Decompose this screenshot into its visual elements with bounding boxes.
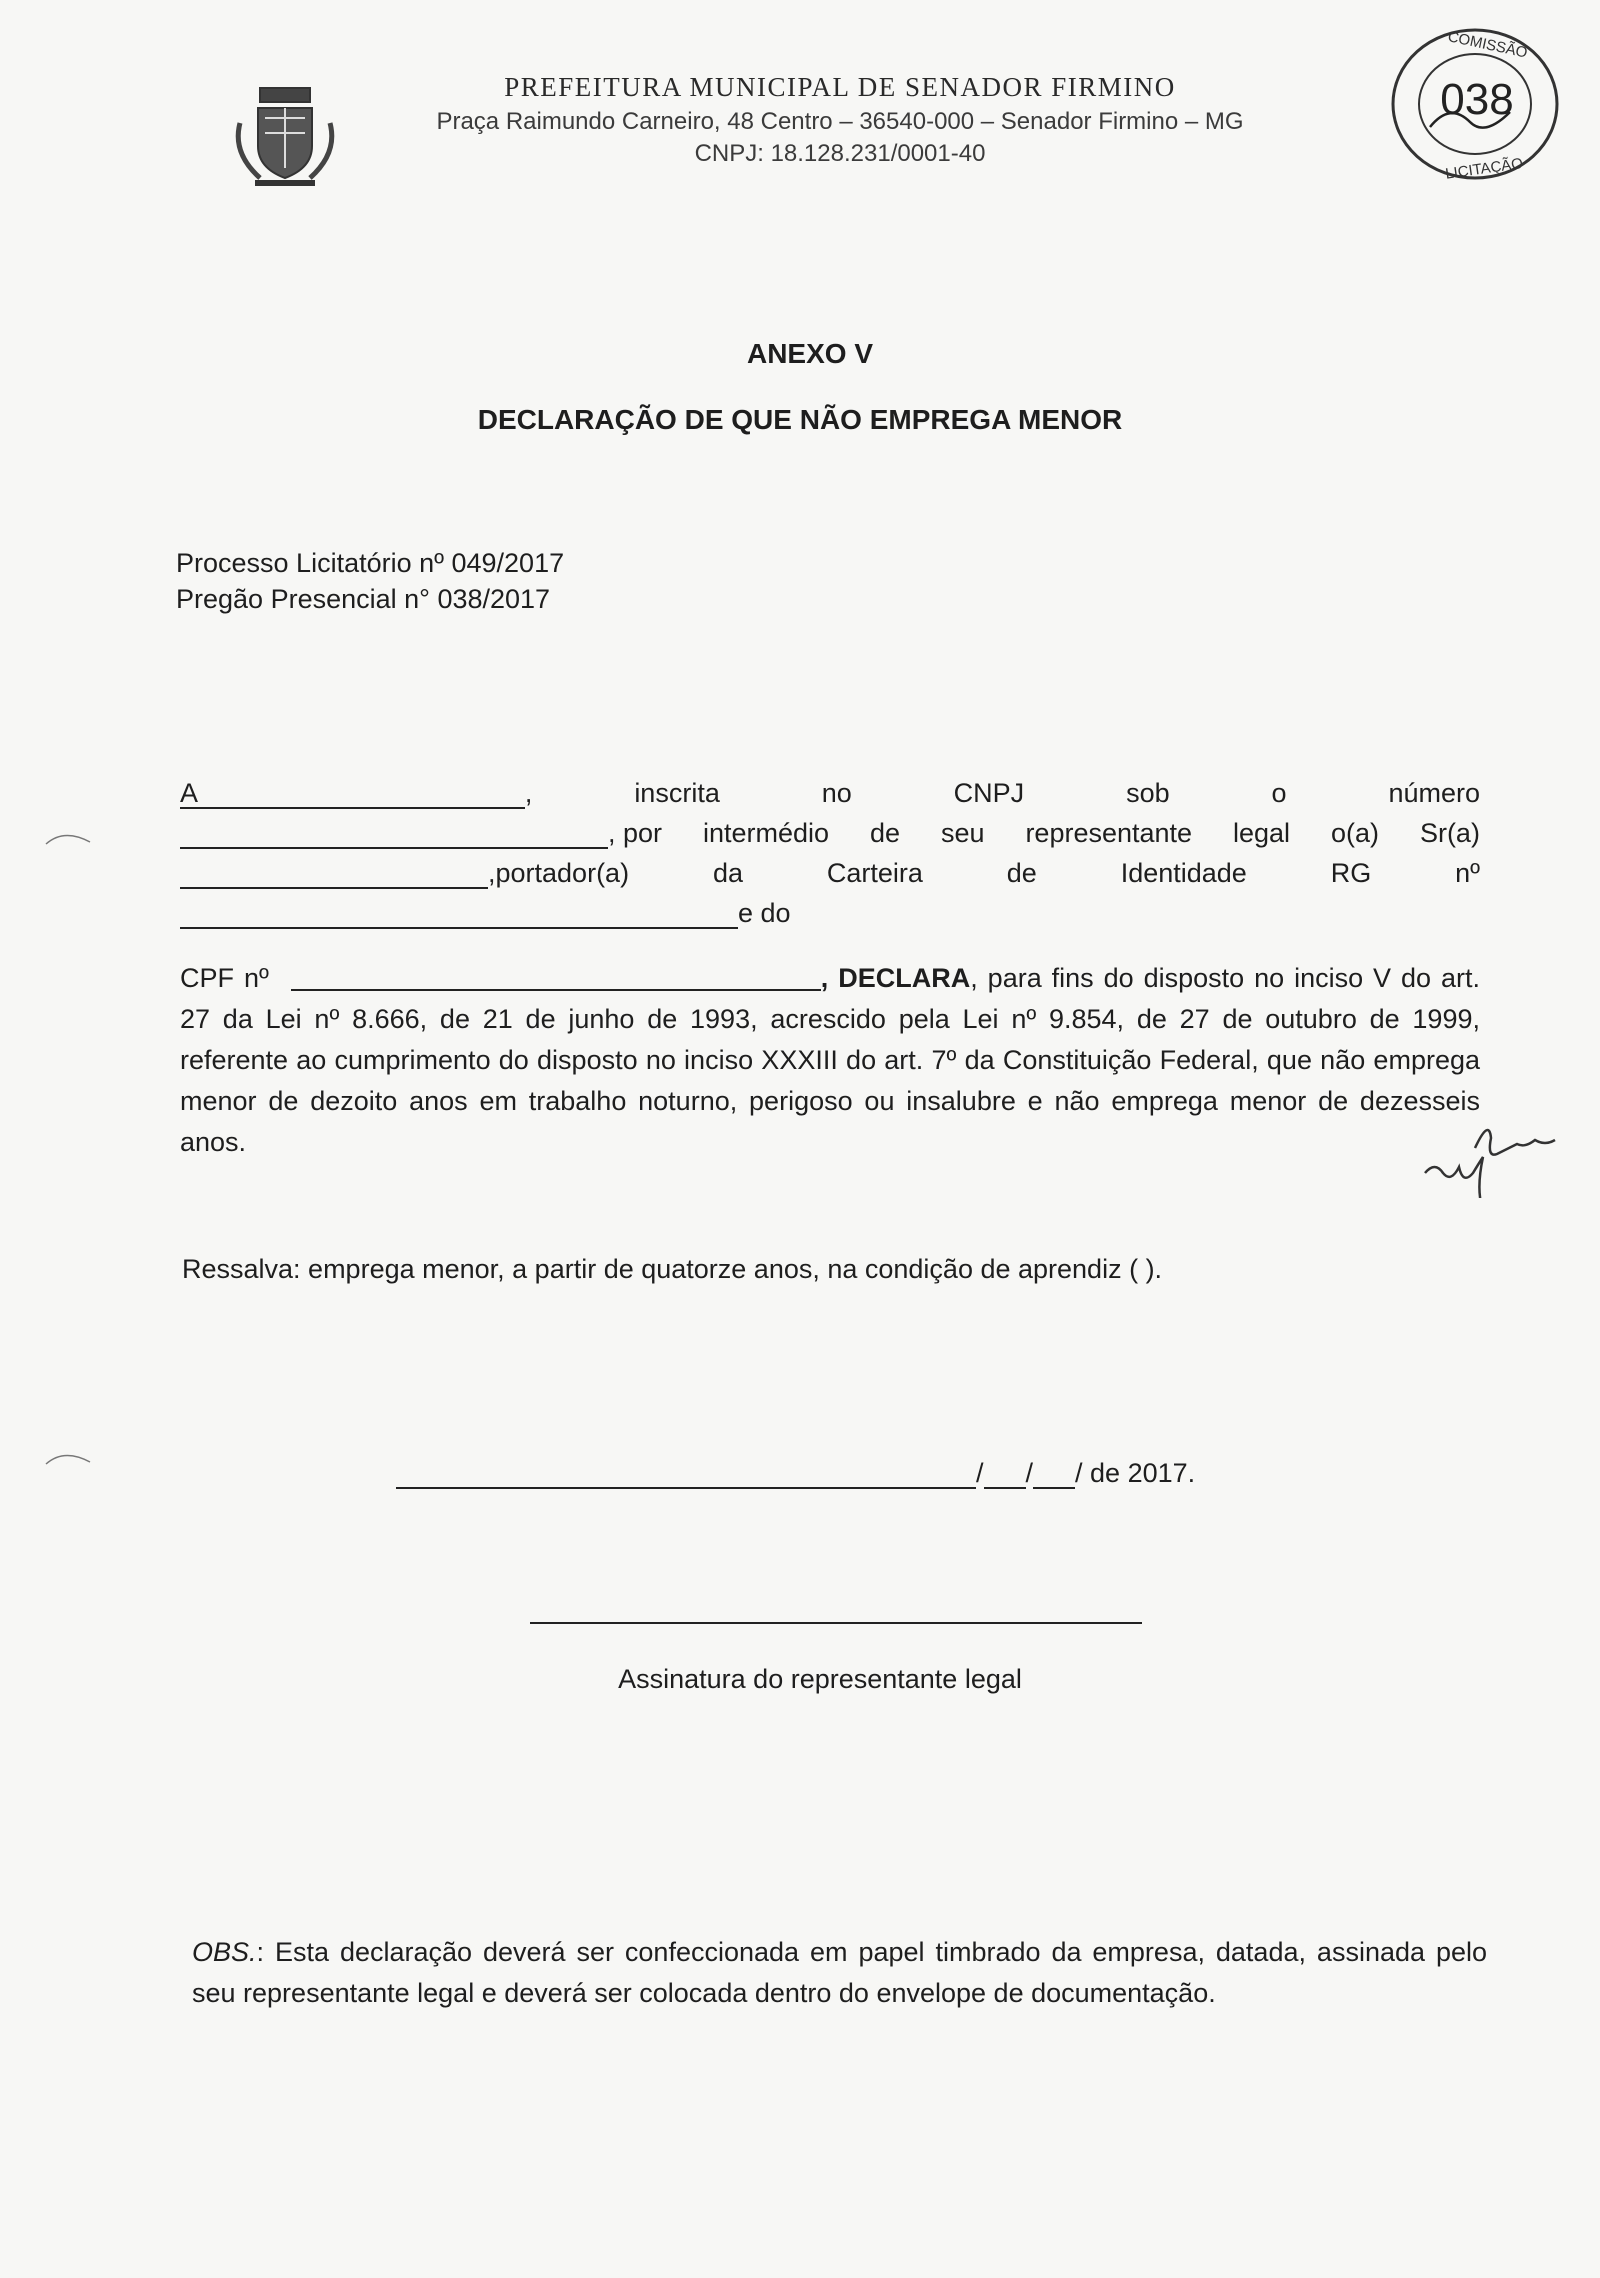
word: o <box>1271 778 1287 808</box>
comma: , <box>524 778 533 808</box>
word: e do <box>738 898 791 928</box>
pregao-number: Pregão Presencial n° 038/2017 <box>176 584 551 614</box>
rg-number-field[interactable] <box>180 903 738 929</box>
date-day-field[interactable] <box>984 1463 1026 1489</box>
company-cnpj-field[interactable] <box>180 823 608 849</box>
municipality-cnpj: CNPJ: 18.128.231/0001-40 <box>694 140 986 167</box>
date-separator: / <box>976 1458 984 1488</box>
municipality-name: PREFEITURA MUNICIPAL DE SENADOR FIRMINO <box>504 72 1176 102</box>
margin-hole-mark-icon <box>44 1448 94 1468</box>
word: legal <box>1233 818 1291 848</box>
cpf-number-field[interactable] <box>291 965 821 991</box>
representative-name-field[interactable] <box>180 863 488 889</box>
date-location-field[interactable] <box>396 1463 976 1489</box>
word: nº <box>1455 858 1480 888</box>
margin-hole-mark-icon <box>44 828 94 848</box>
word: intermédio <box>702 818 830 848</box>
date-month-field[interactable] <box>1033 1463 1075 1489</box>
date-separator: / <box>1025 1458 1034 1488</box>
word: Carteira <box>826 858 923 888</box>
word: número <box>1388 778 1480 808</box>
svg-text:COMISSÃO: COMISSÃO <box>1446 28 1529 62</box>
declaration-text: , para fins do disposto no inciso V do art. 27 da Lei nº 8.666, de 21 de junho de 1993, acrescido pela Lei nº 9.854, de 27 de outubro de 1999, referente ao cumprimento do disposto no inciso XXXIII do art. 7º da Constituição Federal, que não emprega menor de dezoito anos em trabalho noturno, perigoso ou insalubre e não emprega menor de dezesseis anos. <box>180 963 1480 1157</box>
word: de <box>1006 858 1037 888</box>
signature-label: Assinatura do representante legal <box>618 1664 1022 1694</box>
word: Sr(a) <box>1419 818 1480 848</box>
word: no <box>821 778 852 808</box>
obs-label: OBS. <box>192 1937 257 1967</box>
declaration-paragraph <box>180 958 1480 1163</box>
form-row-identity <box>180 858 1480 889</box>
word: , por <box>608 818 663 848</box>
date-line <box>396 1458 1195 1489</box>
word: ,portador(a) <box>488 858 630 888</box>
word: RG <box>1330 858 1372 888</box>
commission-stamp-icon <box>1385 22 1565 187</box>
row1-prefix: A <box>180 778 199 808</box>
document-title: DECLARAÇÃO DE QUE NÃO EMPREGA MENOR <box>477 404 1123 435</box>
company-name-field[interactable] <box>180 783 525 809</box>
observation-paragraph <box>192 1932 1487 2014</box>
word: CNPJ <box>953 778 1025 808</box>
date-year: / de 2017. <box>1075 1458 1196 1488</box>
signature-line[interactable] <box>530 1622 1142 1624</box>
obs-text: : Esta declaração deverá ser confeccionada em papel timbrado da empresa, datada, assinada pelo seu representante legal e deverá ser colocada dentro do envelope de documentação. <box>192 1937 1487 2008</box>
word: de <box>869 818 901 848</box>
initials-signature-icon <box>1420 1118 1560 1198</box>
word: sob <box>1126 778 1170 808</box>
municipality-address: Praça Raimundo Carneiro, 48 Centro – 36540-000 – Senador Firmino – MG <box>436 108 1244 135</box>
ressalva-text: Ressalva: emprega menor, a partir de quatorze anos, na condição de aprendiz ( ). <box>182 1254 1163 1284</box>
word: representante <box>1025 818 1193 848</box>
form-row-company <box>180 778 1480 809</box>
word: seu <box>940 818 985 848</box>
word: o(a) <box>1330 818 1379 848</box>
stamp-number: 038 <box>1440 75 1514 124</box>
form-row-representative <box>180 818 1480 849</box>
declara-keyword: , DECLARA <box>820 963 971 993</box>
annex-title: ANEXO V <box>746 338 874 369</box>
word: Identidade <box>1120 858 1247 888</box>
word: inscrita <box>634 778 720 808</box>
process-number: Processo Licitatório nº 049/2017 <box>176 548 565 578</box>
process-info <box>176 545 564 617</box>
cpf-label: CPF nº <box>180 963 269 993</box>
svg-text:LICITAÇÃO: LICITAÇÃO <box>1444 155 1524 183</box>
word: da <box>712 858 743 888</box>
form-row-rg <box>180 898 1480 929</box>
